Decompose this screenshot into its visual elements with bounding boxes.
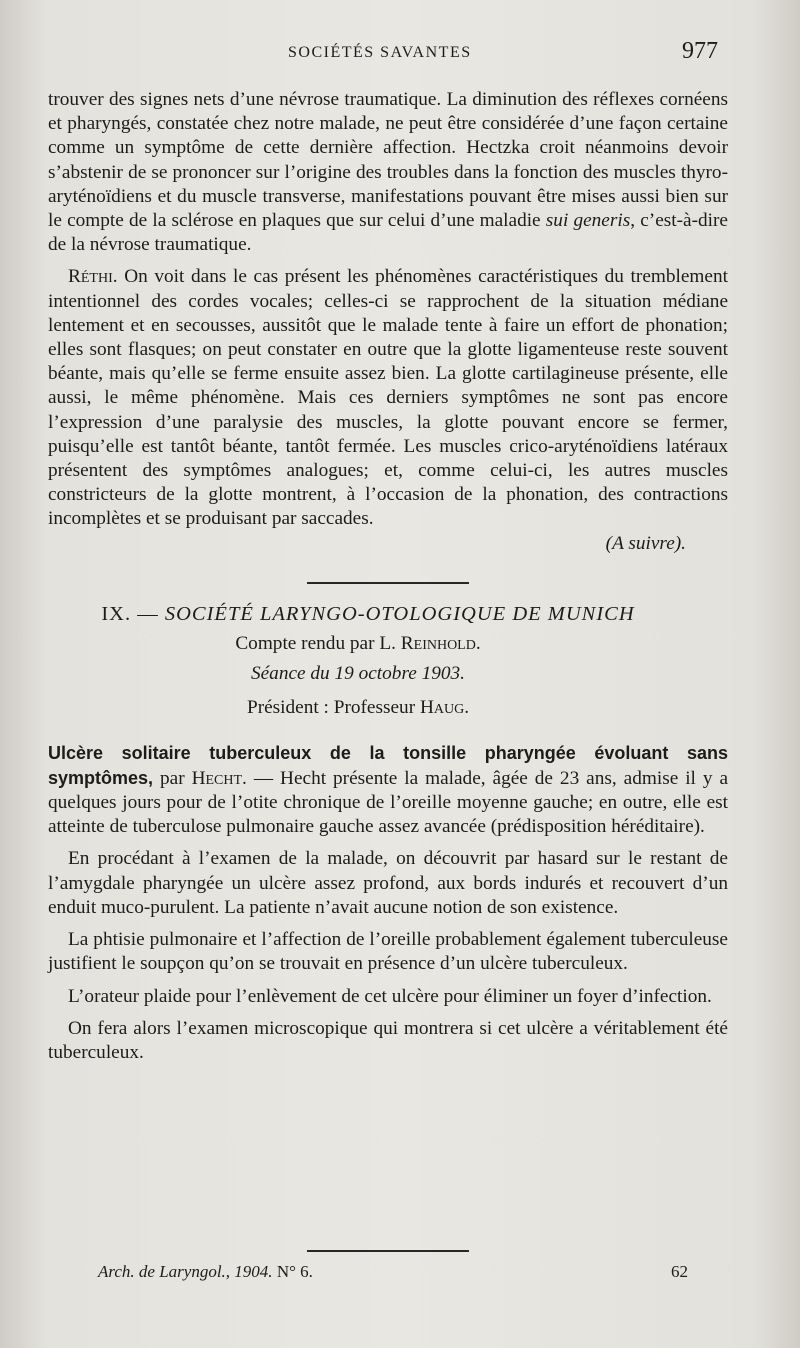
abstract-author: Hecht. <box>191 767 247 789</box>
section-heading <box>48 602 728 626</box>
abstract-paragraph-5: On fera alors l’examen microscopique qui montrera si cet ulcère a véritablement été tuberculeux. <box>48 1017 728 1063</box>
to-be-continued: (A suivre). <box>605 532 686 554</box>
society-name: SOCIÉTÉ LARYNGO-OTOLOGIQUE DE MUNICH <box>164 602 635 625</box>
page-footer <box>48 1250 728 1286</box>
latin-phrase: sui generis <box>545 210 631 232</box>
page-header <box>48 38 718 74</box>
abstract-paragraph-4: L’orateur plaide pour l’enlèvement de cet ulcère pour éliminer un foyer d’infection. <box>68 985 712 1007</box>
running-head: SOCIÉTÉS SAVANTES <box>288 44 472 61</box>
abstract-paragraph-2: En procédant à l’examen de la malade, on découvrit par hasard sur le restant de l’amygdale pharyngée un ulcère assez profond, aux bords indurés et recouvert d’un enduit muco-purulent. La patiente n’avait aucune notion de son existence. <box>48 848 728 918</box>
abstract-paragraph: Ulcère solitaire tuberculeux de la tonsille pharyngée évoluant sans symptômes, par Hecht. — Hecht présente la malade, âgée de 23 ans, admise il y a quelques jours pour de l’otite chronique de l’oreille moyenne gauche; en outre, elle est atteinte de tuberculose pulmonaire gauche assez avancée (prédisposition héréditaire). <box>48 742 729 838</box>
speaker-name: Réthi. <box>68 266 118 288</box>
signature-mark: 62 <box>671 1262 688 1281</box>
body-text <box>48 88 728 1065</box>
report-byline: Compte rendu par L. Reinhold. <box>235 633 481 655</box>
continuation-paragraph: trouver des signes nets d’une névrose traumatique. La diminution des réflexes cornéens et pharyngés, constatée chez notre malade, ne peut être considérée d’une façon certaine comme un symptôme de cette dernière affection. Hectzka croit néanmoins devoir s’abstenir de se prononcer sur l’origine des troubles dans la fonction des muscles thyro-aryténoïdiens et du muscle transverse, manifestations pouvant être mises aussi bien sur le compte de la sclérose en plaques que sur celui d’une maladie sui generis, c’est-à-dire de la névrose traumatique. <box>48 89 728 256</box>
abstract-paragraph-3: La phtisie pulmonaire et l’affection de l’oreille probablement également tuberculeuse justifient le soupçon qu’on se trouvait en présence d’un ulcère tuberculeux. <box>48 929 728 975</box>
section-number: IX. — <box>101 602 159 625</box>
president-line: Président : Professeur Haug. <box>246 697 470 719</box>
abstract-title: Ulcère solitaire tuberculeux de la tonsille pharyngée évoluant sans symptômes, <box>48 742 728 788</box>
session-date: Séance du 19 octobre 1903. <box>250 663 465 685</box>
journal-reference: Arch. de Laryngol., 1904. N° 6. <box>98 1262 313 1281</box>
reporter-name: Reinhold. <box>400 633 481 655</box>
page-number: 977 <box>682 38 718 64</box>
rethi-paragraph: Réthi. On voit dans le cas présent les phénomènes caractéristiques du tremblement intentionnel des cordes vocales; celles-ci se rapprochent de la situation médiane lentement et en secousses, aussitôt que le malade tente à faire un effort de phonation; elles sont flasques; on peut constater en outre que la glotte ligamenteuse reste souvent béante, mais qu’elle se ferme ensuite assez bien. La glotte cartilagineuse présente, elle aussi, le même phénomène. Mais ces derniers symptômes ne sont pas encore l’expression d’une paralysie des muscles, la glotte pouvant encore se fermer, puisqu’elle est tantôt béante, tantôt fermée. Les muscles crico-aryténoïdiens latéraux présentent des symptômes analogues; et, comme celui-ci, les autres muscles constricteurs de la glotte montrent, à l’occasion de la phonation, des contractions incomplètes et se produisant par saccades. <box>48 266 728 530</box>
footer-rule <box>307 1250 469 1252</box>
section-divider <box>307 582 469 584</box>
president-name: Haug. <box>419 697 470 719</box>
